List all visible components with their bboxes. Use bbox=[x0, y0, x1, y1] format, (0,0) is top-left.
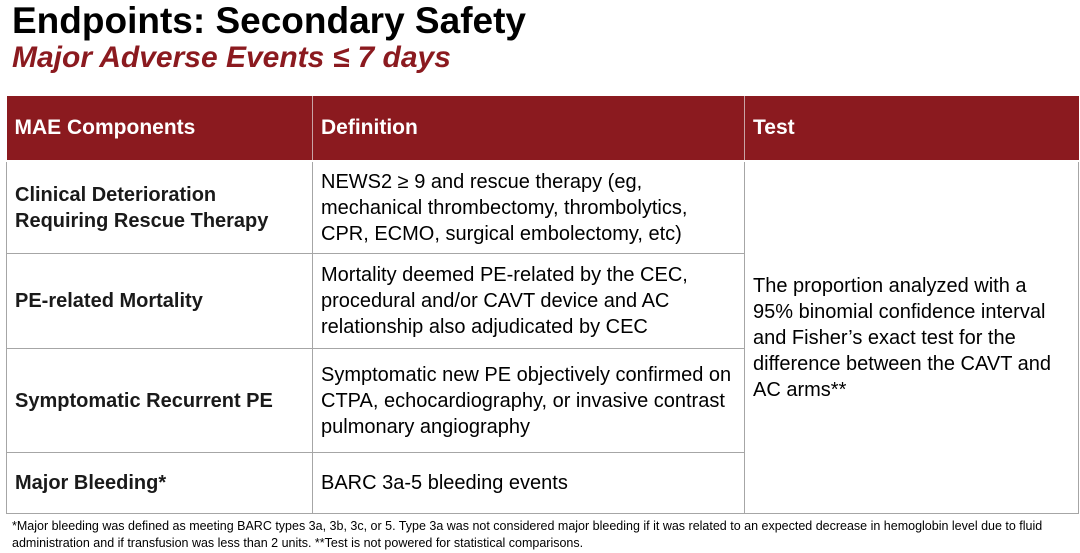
definition-cell: Symptomatic new PE objectively confirmed on CTPA, echocardiography, or invasive contrast pulmonary angiography bbox=[313, 349, 745, 453]
footnote: *Major bleeding was defined as meeting BARC types 3a, 3b, 3c, or 5. Type 3a was not considered major bleeding if it was related to an expected decrease in hemoglobin level due to fluid administration and if transfusion was less than 2 units. **Test is not powered for statistical comparisons. bbox=[12, 519, 1043, 550]
header-test: Test bbox=[745, 96, 1079, 161]
definition-cell: BARC 3a-5 bleeding events bbox=[313, 453, 745, 514]
header-mae-components: MAE Components bbox=[7, 96, 313, 161]
test-cell: The proportion analyzed with a 95% binomial confidence interval and Fisher’s exact test for the difference between the CAVT and AC arms** bbox=[745, 161, 1079, 514]
definition-cell: Mortality deemed PE-related by the CEC, procedural and/or CAVT device and AC relationship also adjudicated by CEC bbox=[313, 254, 745, 349]
table-header-row bbox=[7, 96, 1079, 161]
table-row bbox=[7, 161, 1079, 254]
slide-title: Endpoints: Secondary Safety bbox=[12, 0, 526, 41]
component-cell: Symptomatic Recurrent PE bbox=[7, 349, 313, 453]
component-cell: Clinical Deterioration Requiring Rescue Therapy bbox=[7, 161, 313, 254]
component-cell: PE-related Mortality bbox=[7, 254, 313, 349]
slide-subtitle: Major Adverse Events ≤ 7 days bbox=[12, 41, 451, 74]
component-cell: Major Bleeding* bbox=[7, 453, 313, 514]
header-definition: Definition bbox=[313, 96, 745, 161]
mae-table bbox=[6, 96, 1079, 514]
definition-cell: NEWS2 ≥ 9 and rescue therapy (eg, mechanical thrombectomy, thrombolytics, CPR, ECMO, surgical embolectomy, etc) bbox=[313, 161, 745, 254]
